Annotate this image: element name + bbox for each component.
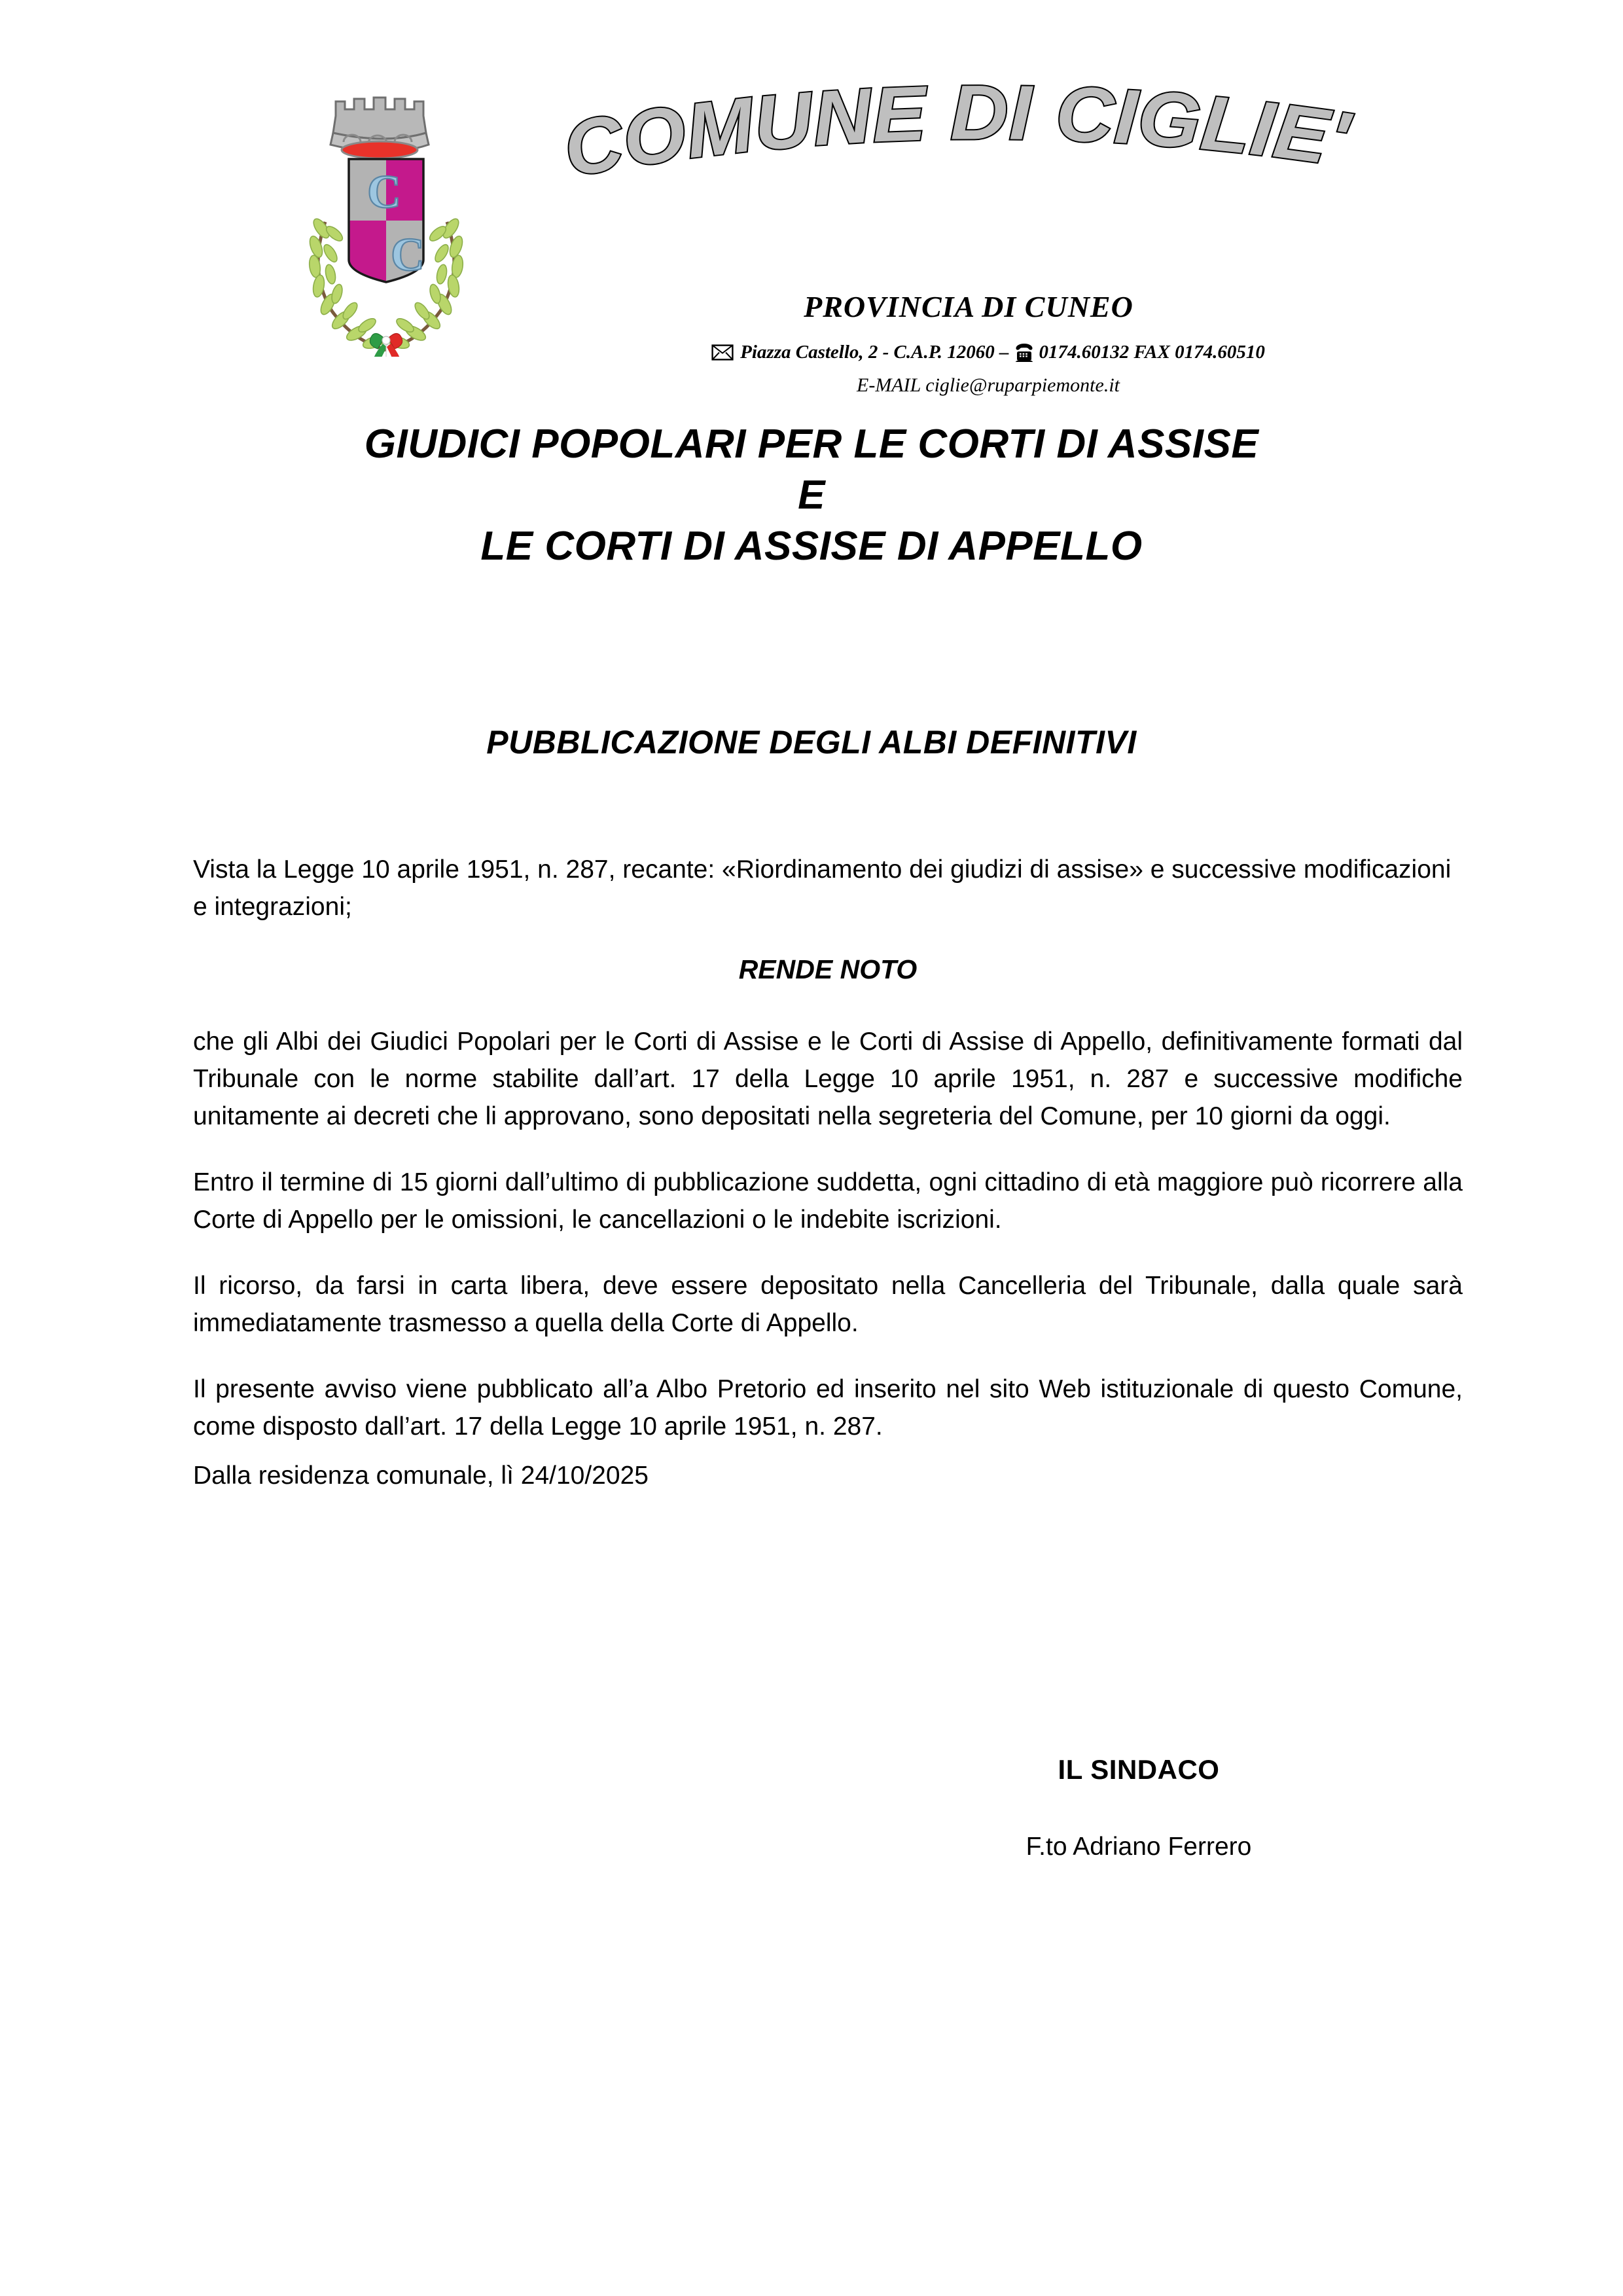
comune-wordart-logo xyxy=(550,72,1387,196)
body-paragraph-3: Il ricorso, da farsi in carta libera, deve essere depositato nella Cancelleria del Tribunale, dalla quale sarà immediatamente trasmesso a quella della Corte di Appello. xyxy=(193,1272,1463,1337)
telephone-icon xyxy=(1012,343,1036,368)
document-body xyxy=(193,851,1463,1494)
phone-text: 0174.60132 FAX 0174.60510 xyxy=(1039,342,1265,363)
svg-text:C: C xyxy=(367,166,401,218)
svg-text:COMUNE DI CIGLIE': COMUNE DI CIGLIE' xyxy=(558,72,1355,194)
signature-name: F.to Adriano Ferrero xyxy=(1026,1833,1252,1861)
title-line-1: GIUDICI POPOLARI PER LE CORTI DI ASSISE xyxy=(364,422,1259,467)
svg-text:C: C xyxy=(391,228,425,281)
document-title xyxy=(0,419,1623,572)
province-subtitle: PROVINCIA DI CUNEO xyxy=(804,290,1133,323)
address-line xyxy=(497,342,1479,368)
intro-paragraph: Vista la Legge 10 aprile 1951, n. 287, recante: «Riordinamento dei giudizi di assise» e successive modificazioni e integrazioni; xyxy=(193,855,1452,921)
body-paragraph-1: che gli Albi dei Giudici Popolari per le Corti di Assise e le Corti di Assise di Appello, definitivamente formati dal Tribunale con le norme stabilite dall’art. 17 della Legge 10 aprile 1951, n. 287 e successive modifiche unitamente ai decreti che li approvano, sono depositati nella segreteria del Comune, per 10 giorni da oggi. xyxy=(193,1028,1463,1130)
date-line: Dalla residenza comunale, lì 24/10/2025 xyxy=(193,1462,649,1490)
rende-noto-heading: RENDE NOTO xyxy=(738,954,918,984)
document-subtitle: PUBBLICAZIONE DEGLI ALBI DEFINITIVI xyxy=(486,724,1137,761)
envelope-icon xyxy=(711,344,734,366)
body-paragraph-4: Il presente avviso viene pubblicato all’a Albo Pretorio ed inserito nel sito Web istituzionale di questo Comune, come disposto dall’art. 17 della Legge 10 aprile 1951, n. 287. xyxy=(193,1375,1463,1441)
title-line-2: E xyxy=(798,473,825,518)
letterhead xyxy=(0,59,1623,396)
address-text: Piazza Castello, 2 - C.A.P. 12060 – xyxy=(740,342,1009,363)
email-line: E-MAIL ciglie@ruparpiemonte.it xyxy=(857,374,1120,396)
title-line-3: LE CORTI DI ASSISE DI APPELLO xyxy=(480,524,1143,569)
signature-block xyxy=(812,1754,1466,1861)
body-paragraph-2: Entro il termine di 15 giorni dall’ultimo di pubblicazione suddetta, ogni cittadino di età maggiore può ricorrere alla Corte di Appello per le omissioni, le cancellazioni o le indebite iscrizioni. xyxy=(193,1168,1463,1234)
coat-of-arms-icon xyxy=(291,82,481,357)
signature-role: IL SINDACO xyxy=(1058,1754,1220,1785)
